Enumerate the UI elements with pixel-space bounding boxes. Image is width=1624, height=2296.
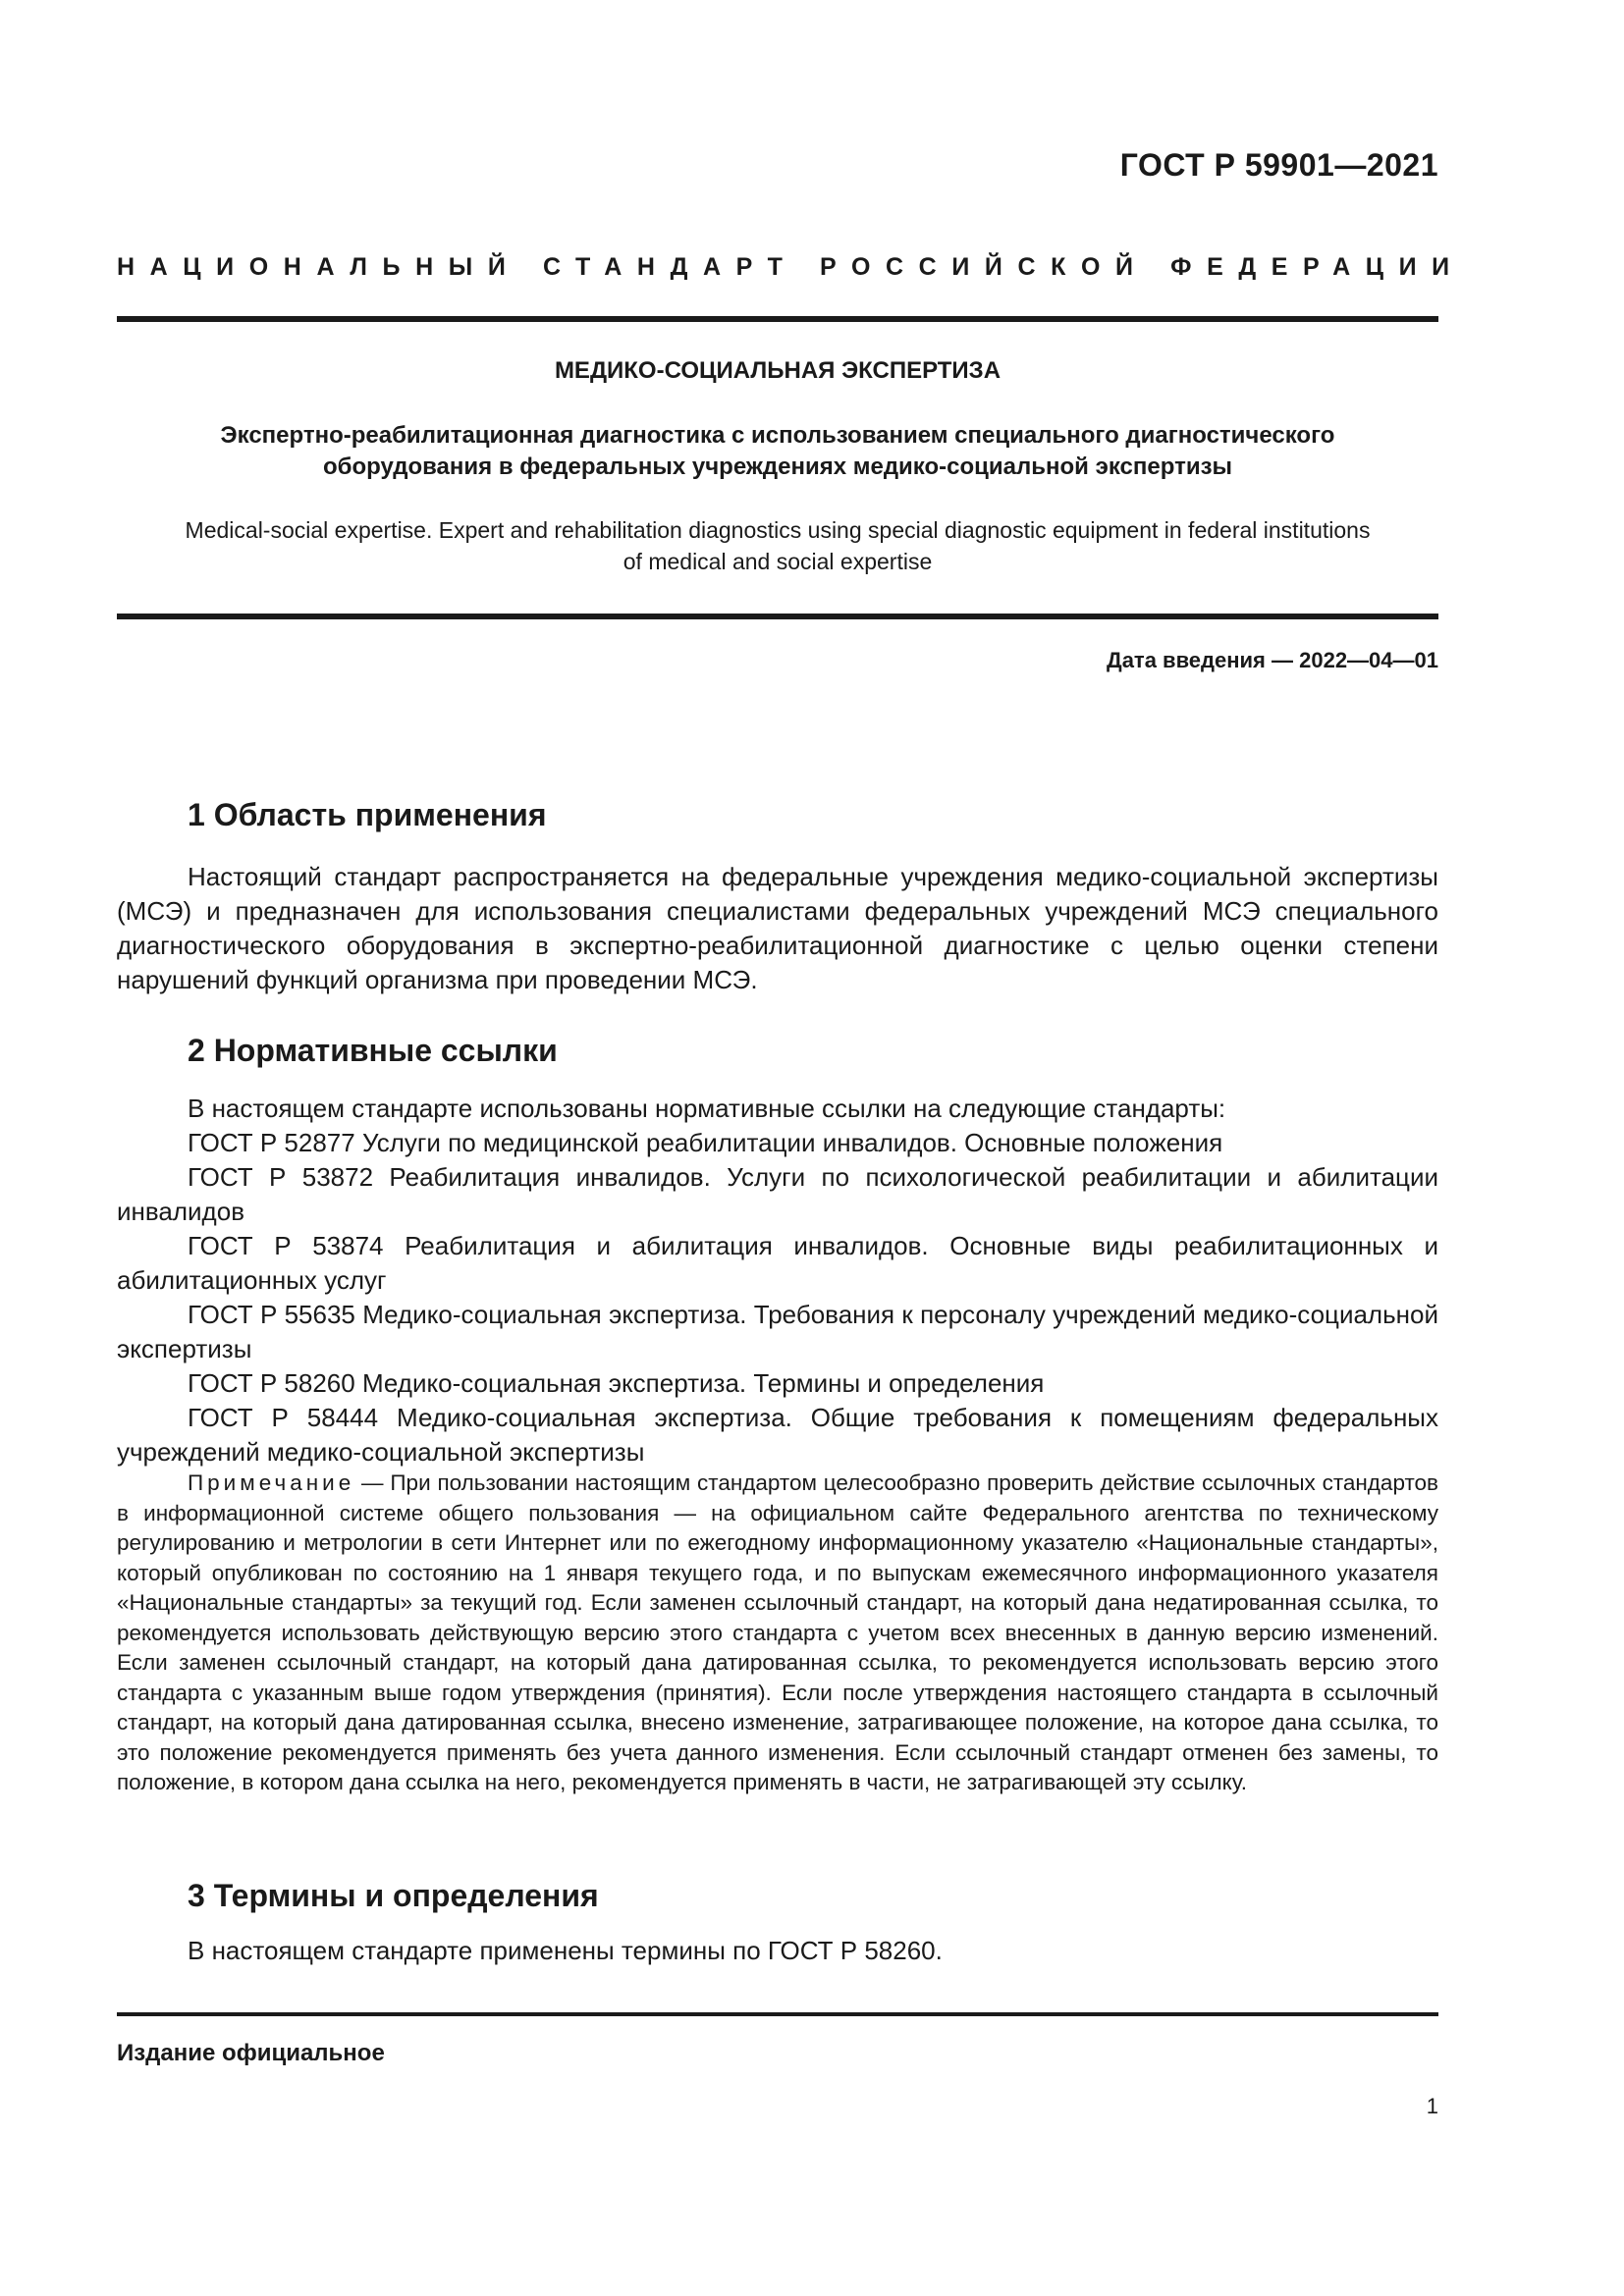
references-note	[117, 1468, 1438, 1798]
subtitle-line-2: оборудования в федеральных учреждениях медико-социальной экспертизы	[322, 454, 1233, 480]
reference-item: ГОСТ Р 53872 Реабилитация инвалидов. Услуги по психологической реабилитации и абилитации инвалидов	[117, 1162, 1438, 1226]
national-standard-banner: НАЦИОНАЛЬНЫЙ СТАНДАРТ РОССИЙСКОЙ ФЕДЕРАЦИИ	[117, 253, 1465, 281]
document-title: МЕДИКО-СОЦИАЛЬНАЯ ЭКСПЕРТИЗА	[554, 357, 1001, 384]
subtitle-line-1: Экспертно-реабилитационная диагностика с использованием специального диагностического	[220, 422, 1335, 449]
reference-item: ГОСТ Р 58444 Медико-социальная экспертиза. Общие требования к помещениям федеральных учреждений медико-социальной экспертизы	[117, 1403, 1438, 1467]
terms-paragraph	[117, 1934, 1438, 1968]
terms-text: В настоящем стандарте применены термины по ГОСТ Р 58260.	[188, 1936, 943, 1965]
reference-item: ГОСТ Р 55635 Медико-социальная экспертиза. Требования к персоналу учреждений медико-социальной экспертизы	[117, 1300, 1438, 1363]
scope-text: Настоящий стандарт распространяется на федеральные учреждения медико-социальной экспертизы (МСЭ) и предназначен для использования специалистами федеральных учреждений МСЭ специального диагностического оборудования в экспертно-реабилитационной диагностике с целью оценки степени нарушений функций организма при проведении МСЭ.	[117, 862, 1438, 994]
references-intro	[117, 1092, 1438, 1126]
title-divider	[117, 614, 1438, 619]
note-label: Примечание	[188, 1470, 355, 1495]
document-page	[117, 0, 1465, 2296]
references-intro-text: В настоящем стандарте использованы нормативные ссылки на следующие стандарты:	[188, 1094, 1226, 1123]
official-edition-label: Издание официальное	[117, 2040, 385, 2066]
introduction-date: Дата введения — 2022—04—01	[1107, 648, 1438, 672]
reference-item: ГОСТ Р 52877 Услуги по медицинской реабилитации инвалидов. Основные положения	[188, 1128, 1223, 1157]
note-text: — При пользовании настоящим стандартом целесообразно проверить действие ссылочных стандартов в информационной системе общего пользования — на официальном сайте Федерального агентства по техническому регулированию и метрологии в сети Интернет или по ежегодному информационному указателю «Национальные стандарты», который опубликован по состоянию на 1 января текущего года, и по выпускам ежемесячного информационного указателя «Национальные стандарты» за текущий год. Если заменен ссылочный стандарт, на который дана недатированная ссылка, то рекомендуется использовать действующую версию этого стандарта с учетом всех внесенных в данную версию изменений. Если заменен ссылочный стандарт, на который дана датированная ссылка, то рекомендуется использовать версию этого стандарта с указанным выше годом утверждения (принятия). Если после утверждения настоящего стандарта в ссылочный стандарт, на который дана датированная ссылка, внесено изменение, затрагивающее положение, на которое дана ссылка, то это положение рекомендуется применять без учета данного изменения. Если ссылочный стандарт отменен без замены, то положение, в котором дана ссылка на него, рекомендуется применять в части, не затрагивающей эту ссылку.	[117, 1470, 1438, 1794]
document-number: ГОСТ Р 59901—2021	[1119, 147, 1438, 183]
english-title-line-2: of medical and social expertise	[623, 549, 933, 574]
section-heading-terms: 3 Термины и определения	[188, 1878, 599, 1913]
reference-item: ГОСТ Р 58260 Медико-социальная экспертиза. Термины и определения	[188, 1368, 1045, 1398]
english-title-line-1: Medical-social expertise. Expert and rehabilitation diagnostics using special diagnostic equipment in federal institutions	[185, 517, 1371, 543]
footer-divider	[117, 2012, 1438, 2016]
english-title	[117, 514, 1438, 577]
page-number: 1	[1426, 2094, 1438, 2118]
references-list	[117, 1126, 1438, 1469]
section-heading-scope: 1 Область применения	[188, 797, 547, 832]
document-subtitle	[117, 420, 1438, 483]
reference-item: ГОСТ Р 53874 Реабилитация и абилитация инвалидов. Основные виды реабилитационных и абилитационных услуг	[117, 1231, 1438, 1295]
section-heading-references: 2 Нормативные ссылки	[188, 1033, 558, 1068]
scope-paragraph	[117, 860, 1438, 997]
header-divider	[117, 316, 1438, 322]
